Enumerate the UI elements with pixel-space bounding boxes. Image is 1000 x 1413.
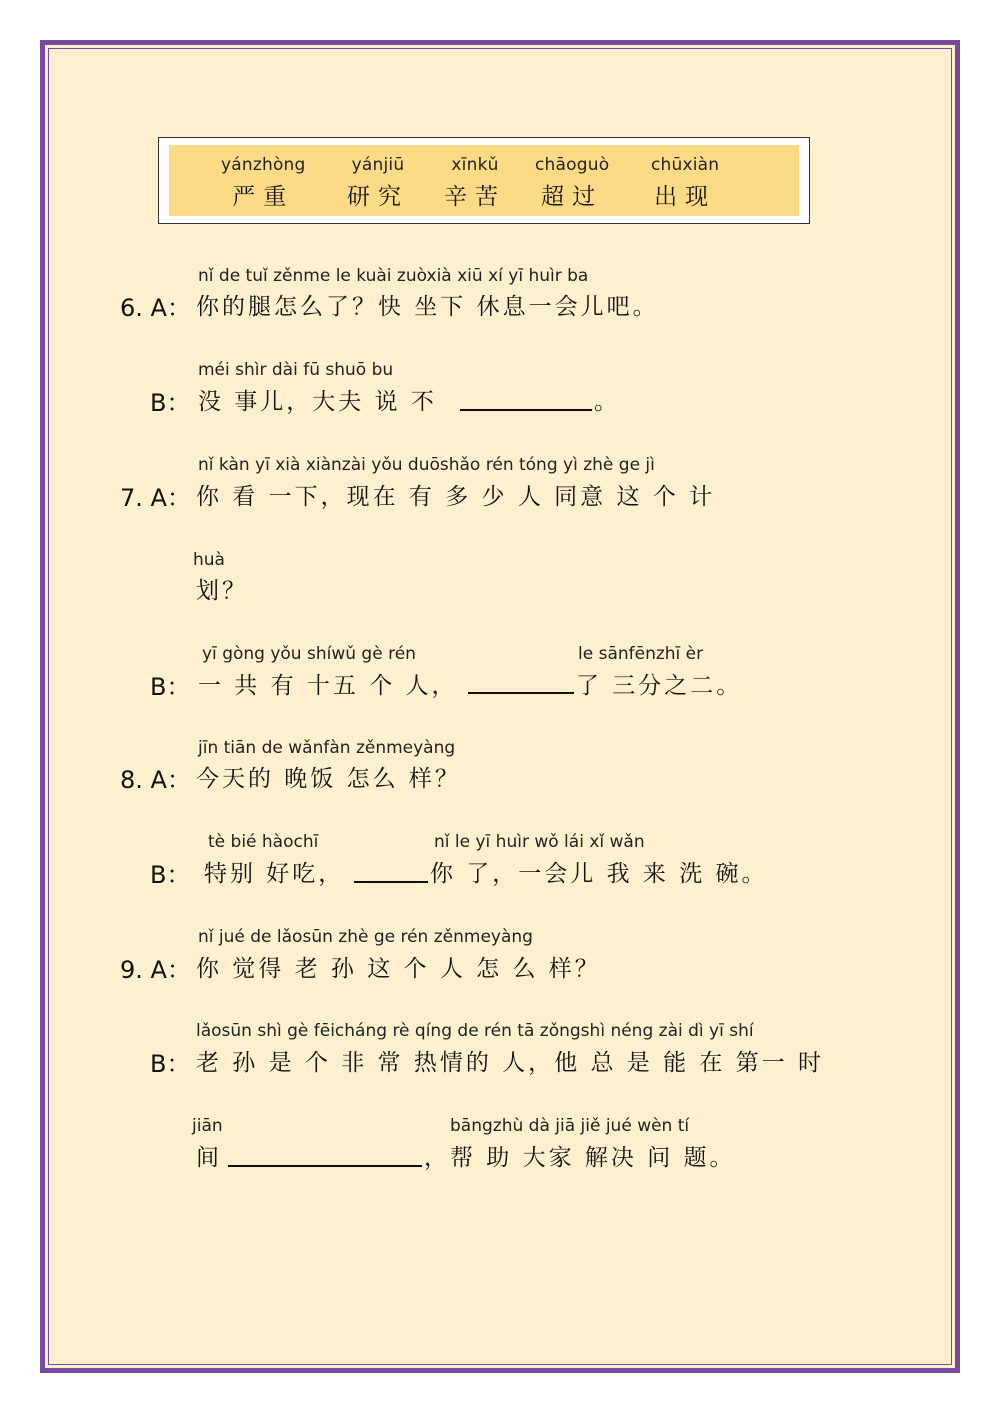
q8-b-pinyin-2: nǐ le yī huìr wǒ lái xǐ wǎn [434, 832, 645, 852]
q6-answer-blank[interactable] [460, 409, 592, 411]
q9-a-label: 9. A： [120, 956, 191, 984]
page-border-frame [40, 40, 960, 1373]
q9-b-text-3: ，帮 助 大家 解决 问 题。 [424, 1145, 736, 1171]
q9-b-text: 老 孙 是 个 非 常 热情的 人，他 总 是 能 在 第一 时 [196, 1050, 825, 1076]
q7-a-text-2: 划？ [196, 578, 248, 604]
word-hanzi: 辛苦 [444, 184, 506, 210]
q8-a-pinyin: jīn tiān de wǎnfàn zěnmeyàng [198, 738, 456, 758]
word-bank-item [535, 155, 609, 211]
word-bank-item [221, 155, 306, 211]
q6-b-end: 。 [594, 389, 620, 415]
q8-a-text: 今天的 晚饭 怎么 样？ [196, 766, 461, 792]
word-bank-item [651, 155, 719, 211]
q6-a-pinyin: nǐ de tuǐ zěnme le kuài zuòxià xiū xí yī huìr ba [198, 266, 589, 286]
word-pinyin: chāoguò [535, 155, 610, 175]
q6-a-text: 你的腿怎么了？快 坐下 休息一会儿吧。 [196, 294, 659, 320]
word-hanzi: 出现 [654, 184, 717, 210]
q9-a-text: 你 觉得 老 孙 这 个 人 怎 么 样？ [196, 956, 601, 982]
q9-b-label: B： [150, 1050, 191, 1078]
word-hanzi: 研究 [347, 184, 409, 210]
q9-b-text-2: 间 [196, 1145, 222, 1171]
q9-b-pinyin-2: jiān [192, 1116, 223, 1136]
q8-b-text-2: 你 了，一会儿 我 来 洗 碗。 [430, 861, 768, 887]
q8-answer-blank[interactable] [354, 881, 428, 883]
q9-answer-blank[interactable] [228, 1165, 422, 1167]
q7-a-pinyin: nǐ kàn yī xià xiànzài yǒu duōshǎo rén tóng yì zhè ge jì [198, 455, 655, 475]
q7-answer-blank[interactable] [468, 692, 574, 694]
q8-b-text-1: 特别 好吃， [204, 861, 345, 887]
word-bank-item [347, 155, 409, 211]
q6-a-label: 6. A： [120, 294, 191, 322]
word-pinyin: yánzhòng [221, 155, 306, 175]
q7-a-text: 你 看 一下，现在 有 多 少 人 同意 这 个 计 [196, 484, 716, 510]
q6-b-text: 没 事儿，大夫 说 不 [198, 389, 437, 415]
q7-a-pinyin-2: huà [193, 550, 225, 570]
q7-b-pinyin-1: yī gòng yǒu shíwǔ gè rén [202, 644, 416, 664]
q7-b-text-2: 了 三分之二。 [576, 673, 743, 699]
q9-b-pinyin-3: bāngzhù dà jiā jiě jué wèn tí [450, 1116, 690, 1136]
word-bank-box [158, 137, 810, 224]
q9-b-pinyin: lǎosūn shì gè fēicháng rè qíng de rén tā zǒngshì néng zài dì yī shí [196, 1021, 754, 1041]
word-pinyin: yánjiū [351, 155, 405, 175]
q6-b-label: B： [150, 389, 191, 417]
word-hanzi: 超过 [541, 184, 604, 210]
q8-a-label: 8. A： [120, 766, 191, 794]
word-pinyin: xīnkǔ [451, 155, 499, 175]
q7-b-label: B： [150, 673, 191, 701]
word-bank-item [444, 155, 506, 211]
word-pinyin: chūxiàn [651, 155, 720, 175]
word-bank-panel [169, 145, 799, 216]
q6-b-pinyin: méi shìr dài fū shuō bu [198, 360, 394, 380]
q7-b-pinyin-2: le sānfēnzhī èr [578, 644, 704, 664]
q7-a-label: 7. A： [120, 484, 191, 512]
q9-a-pinyin: nǐ jué de lǎosūn zhè ge rén zěnmeyàng [198, 927, 533, 947]
q8-b-label: B： [150, 861, 191, 889]
word-hanzi: 严重 [232, 184, 295, 210]
q8-b-pinyin-1: tè bié hàochī [208, 832, 319, 852]
q7-b-text-1: 一 共 有 十五 个 人， [198, 673, 458, 699]
